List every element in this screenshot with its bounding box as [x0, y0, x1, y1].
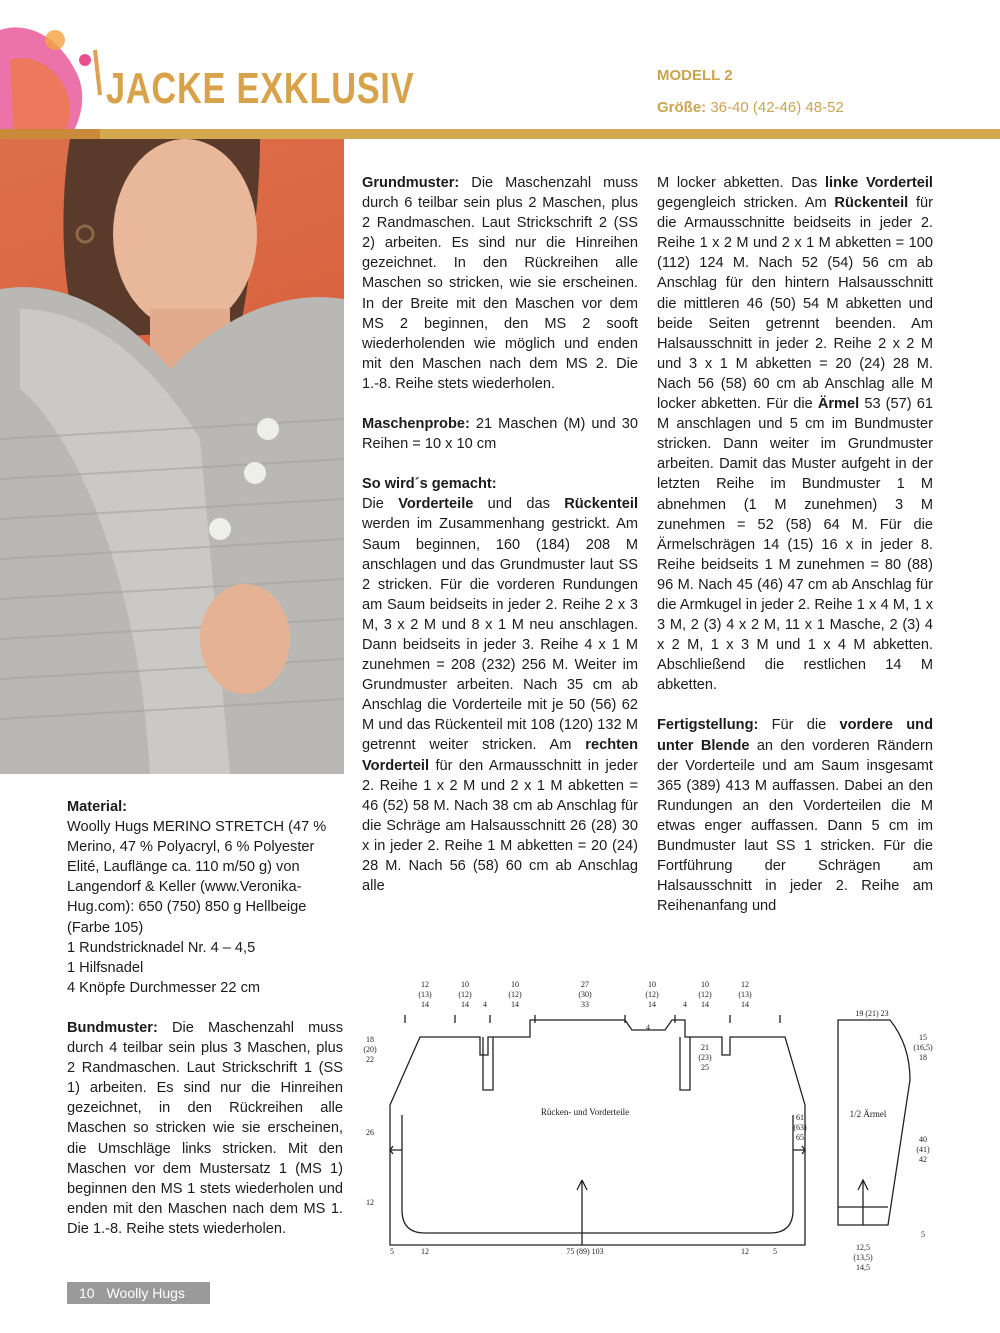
dim-label: (12) — [698, 990, 712, 999]
bundmuster-heading: Bundmuster: — [67, 1019, 158, 1036]
dim-label: 10 — [701, 980, 709, 989]
sowirds-continued: M locker abketten. Das linke Vorderteil gegengleich stricken. Am Rückenteil für die Armausschnitte beidseits in jeder 2. Reihe 1 x 2 M und 2 x 1 M abketten = 100 (112) 124 M. Nach 52 (54) 56 cm ab Anschlag für den hintern Halsausschnitt die mittleren 46 (50) 54 M abketten und beide Seiten getrennt beenden. Am Halsausschnitt in jeder 2. Reihe 2 x 2 M und 3 x 1 M abketten = 20 (24) 28 M. Nach 56 (58) 60 cm ab Anschlag alle M locker abketten. Für die Ärmel 53 (57) 61 M anschlagen und 5 cm im Bundmuster stricken. Dann weiter im Grundmuster arbeiten. Damit das Muster aufgeht in der letzten Reihe im Bundmuster 1 M abnehmen (1 M zunehmen) 3 M zunehmen = 52 (58) 64 M. Für die Ärmelschrägen 14 (15) 16 x in jeder 8. Reihe beidseits 1 M zunehmen = 80 (88) 96 M. Nach 45 (46) 47 cm ab Anschlag für die Armkugel in jeder 2. Reihe 1 x 4 M, 1 x 3 M, 2 (3) 4 x 2 M, 11 x 1 Masche, 2 (3) 4 x 2 M, 1 x 3 M und 1 x 4 M abketten. Abschließend die restlichen 14 M abketten. — [657, 175, 934, 694]
model-photo — [0, 139, 344, 774]
dim-label: (20) — [363, 1045, 377, 1054]
bundmuster-paragraph — [67, 1018, 343, 1239]
dim-label: 14 — [701, 1000, 709, 1009]
fertig-heading: Fertigstellung: — [657, 717, 759, 734]
sleeve-arrow — [858, 1180, 868, 1225]
dim-label: 65 — [796, 1133, 804, 1142]
column-right — [657, 173, 933, 936]
bundmuster-text: Die Maschenzahl muss durch 4 teilbar sein plus 3 Maschen, plus 2 Randmaschen. Laut Strickschrift 1 (SS 1) arbeiten. Es sind nur die Hinreihen gezeichnet, in den Rückreihen alle Maschen so stricken wie sie erscheinen, die Umschläge links stricken. Mit den Maschen vor dem Mustersatz 1 (MS 1) beginnen den MS 1 stets wiederholen und enden mit den Maschen nach dem MS 1. Die 1.-8. Reihe stets wiederholen. — [67, 1019, 343, 1237]
arrow-left — [390, 1146, 402, 1154]
maschenprobe-heading: Maschenprobe: — [362, 416, 470, 433]
dim-label: 14 — [741, 1000, 749, 1009]
dim-label: 4 — [483, 1000, 487, 1009]
footer-brand: Woolly Hugs — [106, 1285, 185, 1301]
dim-label: 14 — [648, 1000, 656, 1009]
sleeve-outline — [838, 1020, 910, 1225]
dim-label: 18 — [919, 1053, 927, 1062]
dim-label: 15 — [919, 1033, 927, 1042]
dim-label: 27 — [581, 980, 589, 989]
dim-label: 14 — [421, 1000, 429, 1009]
dim-label: 14 — [461, 1000, 469, 1009]
material-item: 1 Hilfsnadel — [67, 959, 144, 976]
dim-label: 12 — [421, 980, 429, 989]
size-value: 36-40 (42-46) 48-52 — [706, 99, 844, 116]
column-middle — [362, 173, 638, 896]
page-title: JACKE EXKLUSIV — [106, 64, 415, 113]
dim-label: 40 — [919, 1135, 927, 1144]
arrow-vertical — [577, 1180, 587, 1245]
sowirds-heading: So wird´s gemacht: — [362, 476, 497, 493]
hem-inner — [402, 1115, 793, 1233]
page-number: 10 — [79, 1285, 95, 1301]
material-text: Woolly Hugs MERINO STRETCH (47 % Merino, 47 % Polyacryl, 6 % Polyester Elité, Lauflänge ca. 110 m/50 g) von Langendorf & Keller (www.Veronika-Hug.com): 650 (750) 850 g Hellbeige (Farbe 105) — [67, 819, 327, 936]
knitting-schematic — [360, 975, 940, 1275]
grundmuster-paragraph — [362, 173, 638, 394]
dim-label: (13,5) — [853, 1253, 873, 1262]
dim-label: 5 — [773, 1247, 777, 1256]
dim-label: (23) — [698, 1053, 712, 1062]
maschenprobe-text: 21 Maschen (M) und 30 Reihen = 10 x 10 cm — [362, 416, 638, 453]
dim-label: 14,5 — [856, 1263, 870, 1272]
dim-label: (16,5) — [913, 1043, 933, 1052]
body-label: Rücken- und Vorderteile — [540, 1107, 630, 1117]
dim-label: 10 — [461, 980, 469, 989]
dim-label: 10 — [648, 980, 656, 989]
dim-label: 61 — [796, 1113, 804, 1122]
right-slit — [680, 1037, 690, 1090]
dim-label: (13) — [738, 990, 752, 999]
dim-label: 10 — [511, 980, 519, 989]
size-label: Größe: — [657, 99, 707, 116]
sleeve-label: 1/2 Ärmel — [849, 1109, 887, 1119]
dim-label: 4 — [683, 1000, 687, 1009]
material-item: 1 Rundstricknadel Nr. 4 – 4,5 — [67, 939, 256, 956]
dim-label: 21 — [701, 1043, 709, 1052]
dim-label: (63) — [793, 1123, 807, 1132]
dim-label: 5 — [390, 1247, 394, 1256]
dim-label: (30) — [578, 990, 592, 999]
grundmuster-text: Die Maschenzahl muss durch 6 teilbar sein plus 2 Maschen, plus 2 Randmaschen. Laut Strickschrift 2 (SS 2) arbeiten. Es sind nur die Hinreihen gezeichnet. In den Rückreihen alle Maschen so stricken, wie sie erscheinen. In der Breite mit den Maschen vor dem MS 2 beginnen, den MS 2 sooft wiederholenden wie möglich und enden mit den Maschen nach dem MS 2. Die 1.-8. Reihe stets wiederholen. — [362, 175, 638, 392]
model-label: MODELL 2 — [657, 67, 733, 84]
dim-label: 33 — [581, 1000, 589, 1009]
maschenprobe-paragraph — [362, 414, 638, 454]
dim-label: 26 — [366, 1128, 374, 1137]
size-line — [657, 99, 844, 116]
sowirds-text: Die Vorderteile und das Rückenteil werden im Zusammenhang gestrickt. Am Saum beginnen, 160 (184) 208 M anschlagen und das Grundmuster laut SS 2 stricken. Für die vorderen Rundungen am Saum beidseits in jeder 2. Reihe 2 x 3 M, 3 x 2 M und 8 x 1 M neu anschlagen. Dann beidseits in jeder 3. Reihe 4 x 1 M zunehmen = 208 (232) 256 M. Weiter im Grundmuster arbeiten. Nach 35 cm ab Anschlag die Vorderteile mit je 50 (56) 62 M und das Rückenteil mit 108 (120) 132 M getrennt weiter stricken. Am rechten Vorderteil für den Armausschnitt in jeder 2. Reihe 1 x 2 M und 2 x 1 M abketten = 46 (52) 58 M. Nach 38 cm ab Anschlag für die Schräge am Halsausschnitt 26 (28) 30 x in jeder 2. Reihe 1 M abketten = 20 (24) 28 M. Nach 56 (58) 60 cm ab Anschlag alle — [362, 496, 639, 895]
grundmuster-heading: Grundmuster: — [362, 175, 460, 191]
dim-label: 42 — [919, 1155, 927, 1164]
dim-label: (12) — [645, 990, 659, 999]
column-left — [67, 797, 343, 1259]
dim-label: 12,5 — [856, 1243, 870, 1252]
dim-label: 25 — [701, 1063, 709, 1072]
arrow-right — [793, 1146, 805, 1154]
dim-label: 5 — [921, 1230, 925, 1239]
header-rule — [0, 129, 1000, 139]
dim-label: 22 — [366, 1055, 374, 1064]
dim-label: 4 — [646, 1023, 650, 1032]
dim-label: 19 (21) 23 — [855, 1009, 889, 1018]
page-footer — [67, 1282, 210, 1304]
dim-label: (12) — [508, 990, 522, 999]
fertigstellung-paragraph: Fertigstellung: Für die vordere und unter Blende an den vorderen Rändern der Vorderteile und am Saum insgesamt 365 (389) 413 M auffassen. Dabei an den Rundungen an den Vorderteilen die M etwas enger auffassen. Dann 5 cm im Bundmuster laut SS 1 stricken. Für die Fortführung der Schrägen am Halsausschnitt in jeder 2. Reihe am Reihenanfang und — [657, 717, 933, 915]
dim-label: (13) — [418, 990, 432, 999]
body-outline — [390, 1020, 805, 1245]
dim-label: 12 — [741, 1247, 749, 1256]
dim-label: 12 — [421, 1247, 429, 1256]
dim-label: (12) — [458, 990, 472, 999]
material-paragraph — [67, 797, 343, 998]
dim-label: 12 — [366, 1198, 374, 1207]
material-item: 4 Knöpfe Durchmesser 22 cm — [67, 979, 261, 996]
dim-label: 14 — [511, 1000, 519, 1009]
dim-label: (41) — [916, 1145, 930, 1154]
dim-label: 12 — [741, 980, 749, 989]
material-heading: Material: — [67, 799, 128, 815]
dim-label: 75 (89) 103 — [566, 1247, 604, 1256]
dim-label: 18 — [366, 1035, 374, 1044]
